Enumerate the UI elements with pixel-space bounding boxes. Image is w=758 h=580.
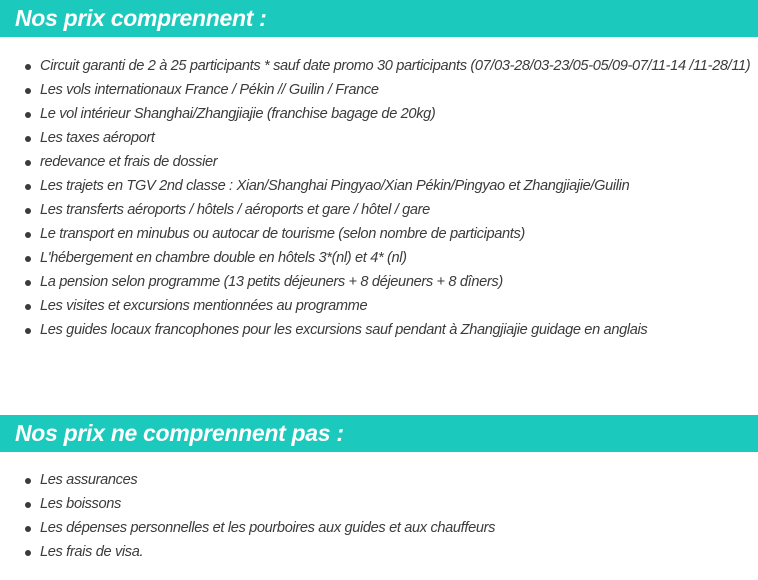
list-item: Circuit garanti de 2 à 25 participants * sauf date promo 30 participants (07/03-28/03-23/05-05/09-07/11-14 /11-28/11) — [0, 54, 758, 78]
bullet-icon — [25, 232, 31, 238]
bullet-icon — [25, 280, 31, 286]
list-item: Les transferts aéroports / hôtels / aéroports et gare / hôtel / gare — [0, 198, 758, 222]
list-item: redevance et frais de dossier — [0, 150, 758, 174]
bullet-icon — [25, 328, 31, 334]
bullet-icon — [25, 550, 31, 556]
list-item: Les taxes aéroport — [0, 126, 758, 150]
excluded-list — [0, 468, 758, 564]
bullet-icon — [25, 478, 31, 484]
bullet-icon — [25, 136, 31, 142]
list-item: Les boissons — [0, 492, 758, 516]
bullet-icon — [25, 160, 31, 166]
bullet-icon — [25, 304, 31, 310]
included-list — [0, 54, 758, 342]
bullet-icon — [25, 88, 31, 94]
section-title-excluded: Nos prix ne comprennent pas : — [0, 415, 758, 452]
bullet-icon — [25, 526, 31, 532]
list-item: La pension selon programme (13 petits déjeuners + 8 déjeuners + 8 dîners) — [0, 270, 758, 294]
bullet-icon — [25, 112, 31, 118]
bullet-icon — [25, 502, 31, 508]
list-item: Les frais de visa. — [0, 540, 758, 564]
list-item: Les vols internationaux France / Pékin // Guilin / France — [0, 78, 758, 102]
list-item: Les trajets en TGV 2nd classe : Xian/Shanghai Pingyao/Xian Pékin/Pingyao et Zhangjiajie/Guilin — [0, 174, 758, 198]
list-item: Le transport en minubus ou autocar de tourisme (selon nombre de participants) — [0, 222, 758, 246]
bullet-icon — [25, 256, 31, 262]
bullet-icon — [25, 184, 31, 190]
list-item: Les guides locaux francophones pour les excursions sauf pendant à Zhangjiajie guidage en anglais — [0, 318, 758, 342]
list-item: L'hébergement en chambre double en hôtels 3*(nl) et 4* (nl) — [0, 246, 758, 270]
list-item: Les dépenses personnelles et les pourboires aux guides et aux chauffeurs — [0, 516, 758, 540]
list-item: Les visites et excursions mentionnées au programme — [0, 294, 758, 318]
bullet-icon — [25, 64, 31, 70]
section-title-included: Nos prix comprennent : — [0, 0, 758, 37]
bullet-icon — [25, 208, 31, 214]
list-item: Les assurances — [0, 468, 758, 492]
list-item: Le vol intérieur Shanghai/Zhangjiajie (franchise bagage de 20kg) — [0, 102, 758, 126]
